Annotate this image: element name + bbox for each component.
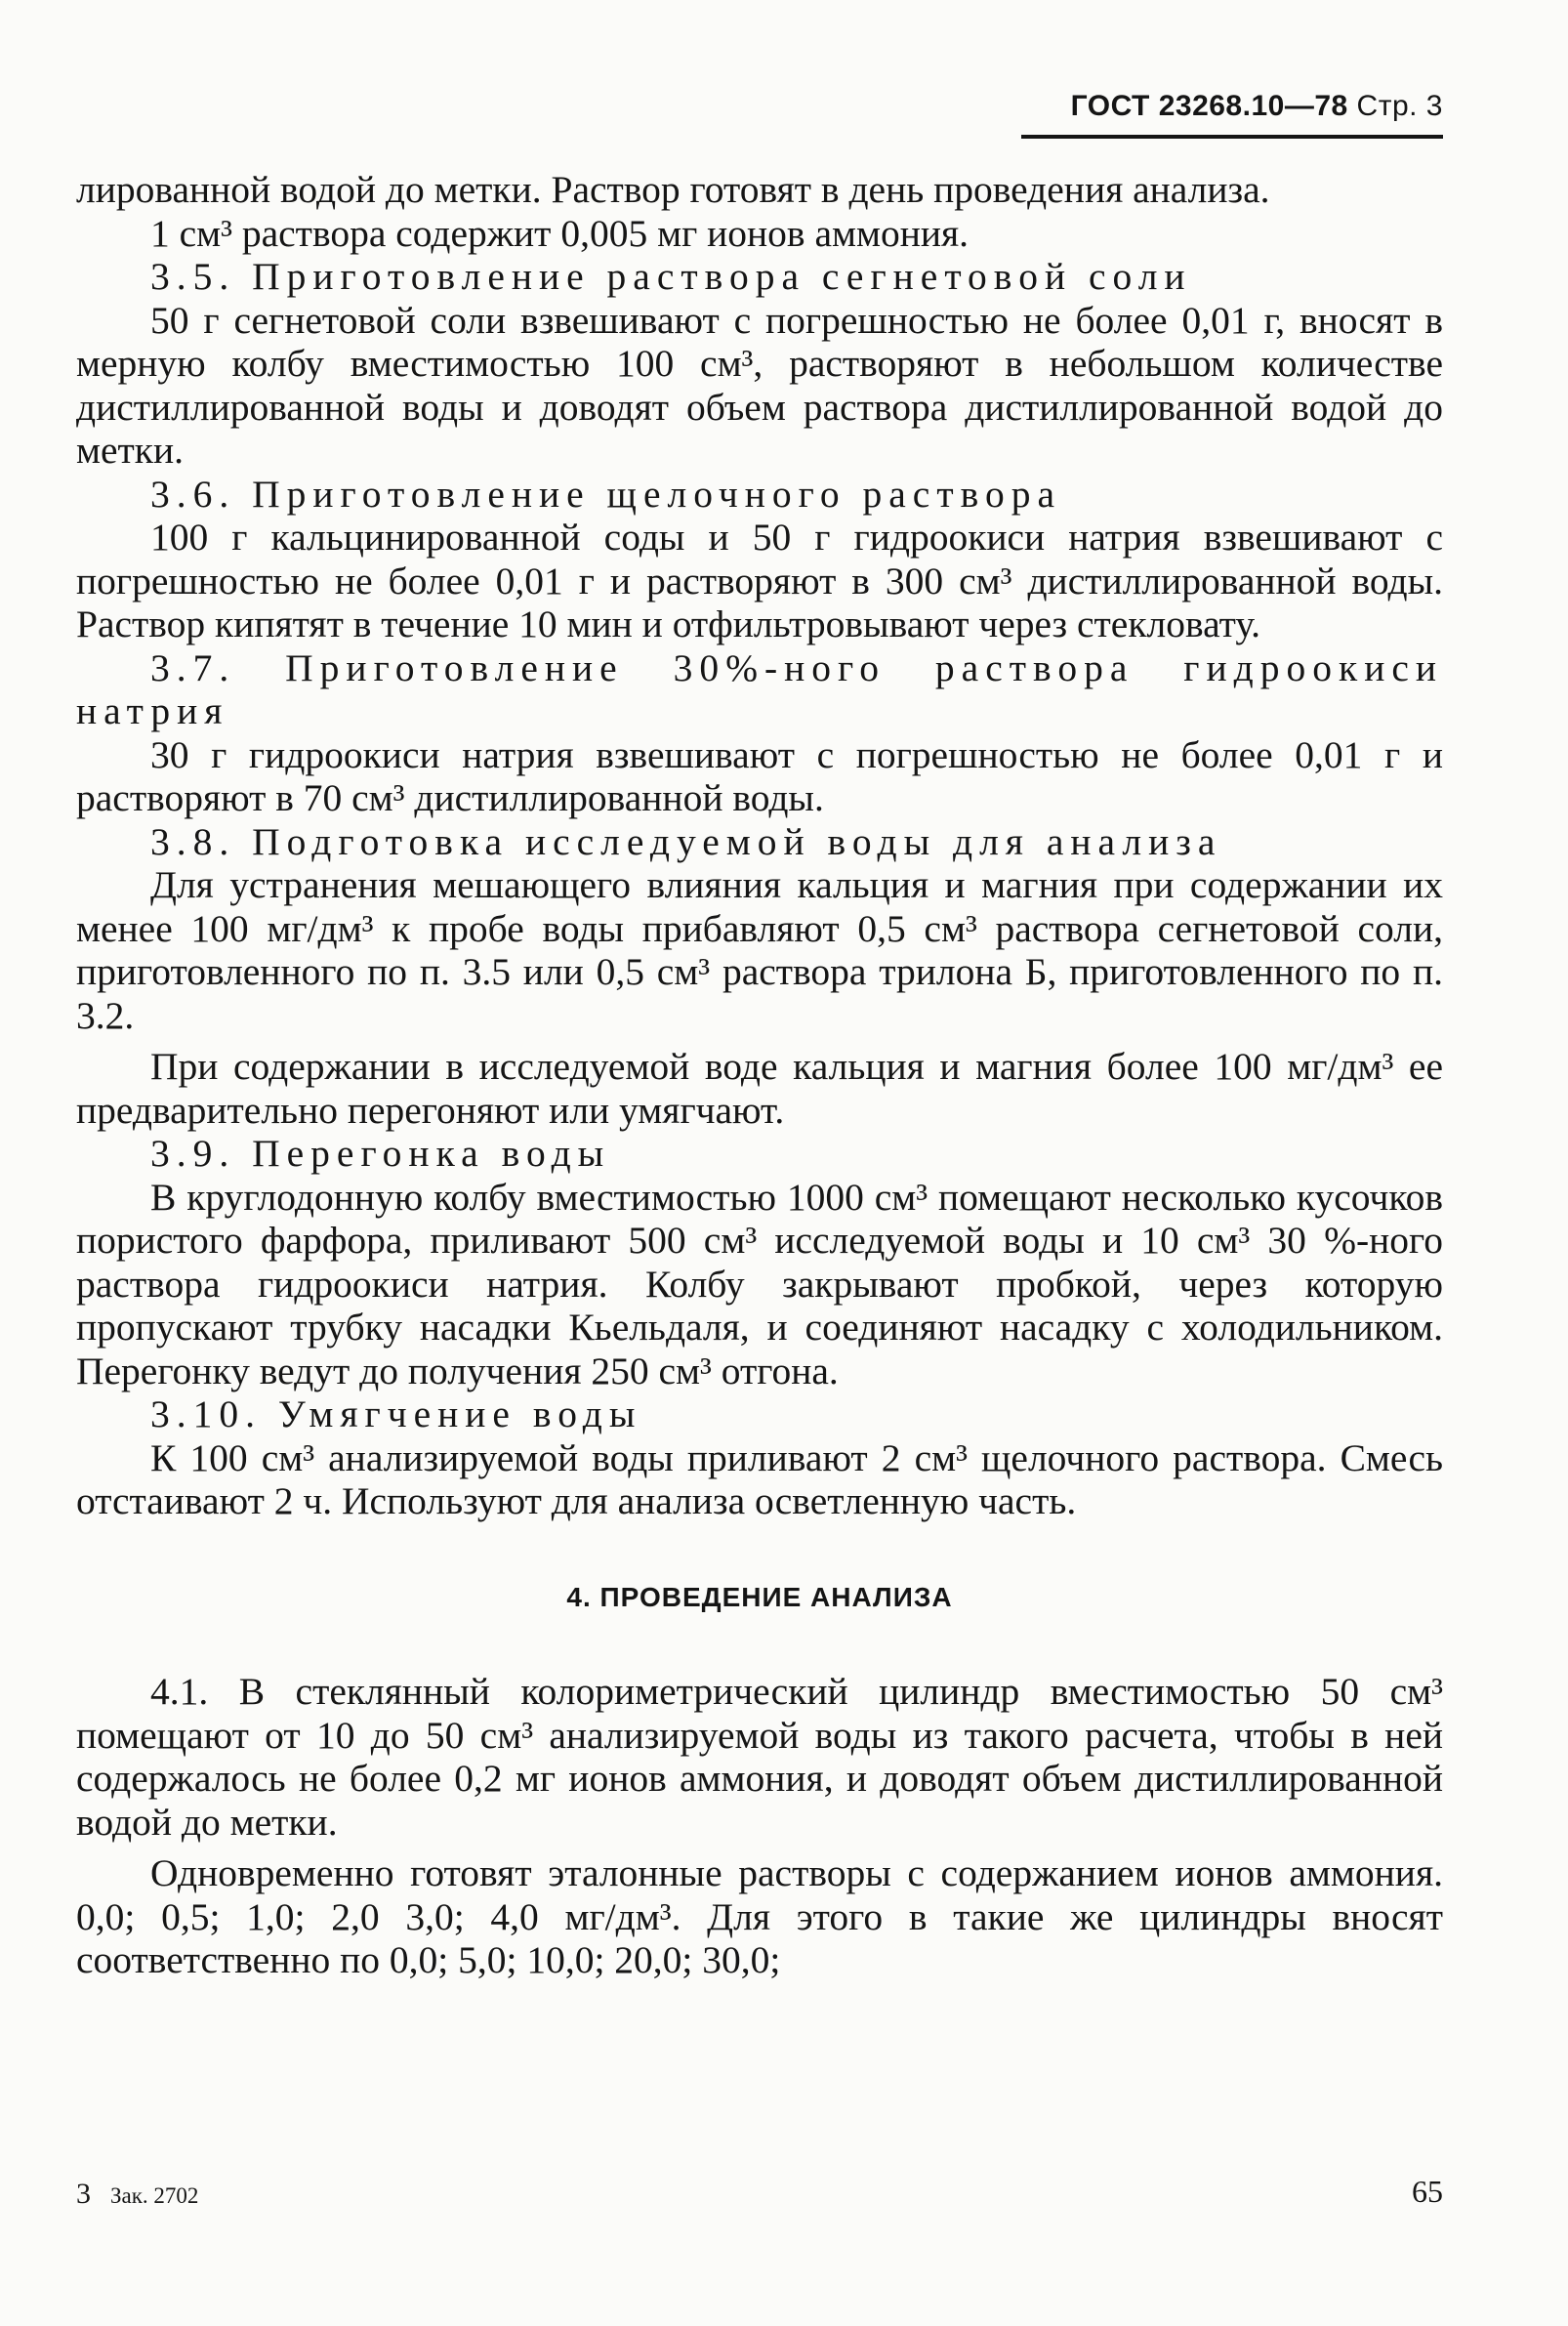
signature-number: 3 <box>76 2178 91 2210</box>
subsection-heading-3-8: 3.8. Подготовка исследуемой воды для анализа <box>150 819 1222 863</box>
subsection-heading-3-9: 3.9. Перегонка воды <box>150 1132 611 1175</box>
page-footer-signature <box>76 2178 198 2211</box>
paragraph: Для устранения мешающего влияния кальция и магния при содержании их менее 100 мг/дм³ к пробе воды прибавляют 0,5 см³ раствора сегнетовой соли, приготовленного по п. 3.5 или 0,5 см³ раствора трилона Б, приготовленного по п. 3.2. <box>76 863 1443 1037</box>
paragraph: 100 г кальцинированной соды и 50 г гидроокиси натрия взвешивают с погрешностью не более 0,01 г и растворяют в 300 см³ дистиллированной воды. Раствор кипятят в течение 10 мин и отфильтровывают через стекловату. <box>76 516 1443 645</box>
subsection-heading-3-5: 3.5. Приготовление раствора сегнетовой соли <box>150 255 1192 298</box>
page-label: Стр. 3 <box>1356 90 1443 122</box>
subsection-heading-3-7: 3.7. Приготовление 30%-ного раствора гидроокиси натрия <box>76 645 1443 732</box>
document-page <box>76 0 1443 2326</box>
paragraph: 4.1. В стеклянный колориметрический цилиндр вместимостью 50 см³ помещают от 10 до 50 см³ анализируемой воды из такого расчета, чтобы в ней содержалось не более 0,2 мг ионов аммония, и доводят объем дистиллированной водой до метки. <box>76 1670 1443 1844</box>
paragraph: 50 г сегнетовой соли взвешивают с погрешностью не более 0,01 г, вносят в мерную колбу вместимостью 100 см³, растворяют в небольшом количестве дистиллированной воды и доводят объем раствора дистиллированной водой до метки. <box>76 298 1443 472</box>
paragraph: Одновременно готовят эталонные растворы с содержанием ионов аммония. 0,0; 0,5; 1,0; 2,0 3,0; 4,0 мг/дм³. Для этого в такие же цилиндры вносят соответственно по 0,0; 5,0; 10,0; 20,0; 30,0; <box>76 1851 1443 1981</box>
paragraph-continuation: лированной водой до метки. Раствор готовят в день проведения анализа. <box>76 168 1270 211</box>
paragraph: При содержании в исследуемой воде кальция и магния более 100 мг/дм³ ее предварительно перегоняют или умягчают. <box>76 1045 1443 1132</box>
paragraph: К 100 см³ анализируемой воды приливают 2 см³ щелочного раствора. Смесь отстаивают 2 ч. Используют для анализа осветленную часть. <box>76 1435 1443 1522</box>
paragraph: В круглодонную колбу вместимостью 1000 см³ помещают несколько кусочков пористого фарфора, приливают 500 см³ исследуемой воды и 10 см³ 30 %-ного раствора гидроокиси натрия. Колбу закрывают пробкой, через которую пропускают трубку насадки Кьельдаля, и соединяют насадку с холодильником. Перегонку ведут до получения 250 см³ отгона. <box>76 1175 1443 1392</box>
page-number: 65 <box>1412 2174 1443 2209</box>
document-body <box>76 168 1443 1982</box>
subsection-heading-3-10: 3.10. Умягчение воды <box>150 1392 642 1435</box>
subsection-heading-3-6: 3.6. Приготовление щелочного раствора <box>150 472 1062 516</box>
paragraph: 30 г гидроокиси натрия взвешивают с погрешностью не более 0,01 г и растворяют в 70 см³ дистиллированной воды. <box>76 732 1443 819</box>
page-header <box>1071 90 1443 123</box>
header-rule <box>1021 135 1443 139</box>
paragraph: 1 см³ раствора содержит 0,005 мг ионов аммония. <box>150 211 970 255</box>
order-number: Зак. 2702 <box>110 2183 199 2208</box>
section-title-4: 4. ПРОВЕДЕНИЕ АНАЛИЗА <box>566 1581 953 1612</box>
standard-number: ГОСТ 23268.10—78 <box>1070 90 1348 122</box>
